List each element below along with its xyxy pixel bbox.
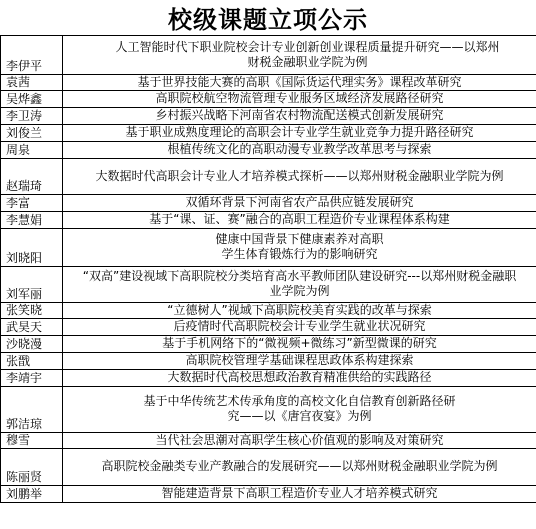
applicant-name[interactable]: 刘晓阳 bbox=[1, 228, 63, 266]
table-row bbox=[1, 432, 536, 448]
applicant-name[interactable]: 吴烨鑫 bbox=[1, 90, 63, 107]
applicant-name[interactable]: 刘俊兰 bbox=[1, 124, 63, 141]
applicant-name[interactable]: 李卫涛 bbox=[1, 107, 63, 124]
applicant-name[interactable]: 李靖宇 bbox=[1, 369, 63, 386]
project-topic[interactable]: 健康中国背景下健康素养对高职学生体育锻炼行为的影响研究 bbox=[63, 228, 536, 266]
table-row bbox=[1, 124, 536, 141]
project-topic[interactable]: 根植传统文化的高职动漫专业教学改革思考与探索 bbox=[63, 141, 536, 158]
applicant-name[interactable]: 刘鹏举 bbox=[1, 485, 63, 502]
project-topic[interactable]: 基于职业成熟度理论的高职会计专业学生就业竞争力提升路径研究 bbox=[63, 124, 536, 141]
table-row bbox=[1, 302, 536, 318]
page-title: 校级课题立项公示 bbox=[168, 6, 368, 34]
applicant-name[interactable]: 穆雪 bbox=[1, 432, 63, 448]
project-topic[interactable]: 基于手机网络下的“微视频+微练习”新型微课的研究 bbox=[63, 335, 536, 352]
applicant-name[interactable]: 刘军丽 bbox=[1, 266, 63, 302]
project-topic[interactable]: 当代社会思潮对高职学生核心价值观的影响及对策研究 bbox=[63, 432, 536, 448]
table-row bbox=[1, 369, 536, 386]
project-topic[interactable]: 高职院校管理学基础课程思政体系构建探索 bbox=[63, 352, 536, 369]
project-topic[interactable]: 高职院校航空物流管理专业服务区域经济发展路径研究 bbox=[63, 90, 536, 107]
applicant-name[interactable]: 郭洁琼 bbox=[1, 386, 63, 432]
applicant-name[interactable]: 沙晓漫 bbox=[1, 335, 63, 352]
applicant-name[interactable]: 赵瑞琦 bbox=[1, 158, 63, 194]
project-table bbox=[0, 36, 536, 503]
table-row bbox=[1, 211, 536, 228]
applicant-name[interactable]: 张笑晓 bbox=[1, 302, 63, 318]
project-topic[interactable]: 双循环背景下河南省农产品供应链发展研究 bbox=[63, 194, 536, 211]
table-row bbox=[1, 266, 536, 302]
table-row bbox=[1, 335, 536, 352]
applicant-name[interactable]: 李伊平 bbox=[1, 36, 63, 74]
applicant-name[interactable]: 张戬 bbox=[1, 352, 63, 369]
applicant-name[interactable]: 袁茜 bbox=[1, 74, 63, 90]
project-topic[interactable]: 智能建造背景下高职工程造价专业人才培养模式研究 bbox=[63, 485, 536, 502]
project-topic[interactable]: “双高”建设视域下高职院校分类培育高水平教师团队建设研究---以郑州财税金融职业学院为例 bbox=[63, 266, 536, 302]
table-row bbox=[1, 352, 536, 369]
project-topic[interactable]: 大数据时代高校思想政治教育精准供给的实践路径 bbox=[63, 369, 536, 386]
project-topic[interactable]: 基于世界技能大赛的高职《国际货运代理实务》课程改革研究 bbox=[63, 74, 536, 90]
table-row bbox=[1, 194, 536, 211]
table-row bbox=[1, 448, 536, 485]
table-row bbox=[1, 318, 536, 335]
table-row bbox=[1, 485, 536, 502]
table-row bbox=[1, 36, 536, 74]
project-topic[interactable]: “立德树人”视域下高职院校美育实践的改革与探索 bbox=[63, 302, 536, 318]
project-topic[interactable]: 基于“课、证、赛”融合的高职工程造价专业课程体系构建 bbox=[63, 211, 536, 228]
project-topic[interactable]: 后疫情时代高职院校会计专业学生就业状况研究 bbox=[63, 318, 536, 335]
table-row bbox=[1, 90, 536, 107]
project-topic[interactable]: 乡村振兴战略下河南省农村物流配送模式创新发展研究 bbox=[63, 107, 536, 124]
table-row bbox=[1, 158, 536, 194]
title-row bbox=[0, 0, 536, 36]
project-topic[interactable]: 人工智能时代下职业院校会计专业创新创业课程质量提升研究——以郑州财税金融职业学院为例 bbox=[63, 36, 536, 74]
project-topic[interactable]: 大数据时代高职会计专业人才培养模式探析——以郑州财税金融职业学院为例 bbox=[63, 158, 536, 194]
table-row bbox=[1, 74, 536, 90]
applicant-name[interactable]: 李慧娟 bbox=[1, 211, 63, 228]
table-row bbox=[1, 141, 536, 158]
applicant-name[interactable]: 周泉 bbox=[1, 141, 63, 158]
applicant-name[interactable]: 陈丽贤 bbox=[1, 448, 63, 485]
project-topic[interactable]: 高职院校金融类专业产教融合的发展研究——以郑州财税金融职业学院为例 bbox=[63, 448, 536, 485]
table-row bbox=[1, 228, 536, 266]
applicant-name[interactable]: 李富 bbox=[1, 194, 63, 211]
project-table-body bbox=[1, 36, 536, 502]
table-row bbox=[1, 386, 536, 432]
project-topic[interactable]: 基于中华传统艺术传承角度的高校文化自信教育创新路径研究——以《唐宫夜宴》为例 bbox=[63, 386, 536, 432]
applicant-name[interactable]: 武昊天 bbox=[1, 318, 63, 335]
table-row bbox=[1, 107, 536, 124]
